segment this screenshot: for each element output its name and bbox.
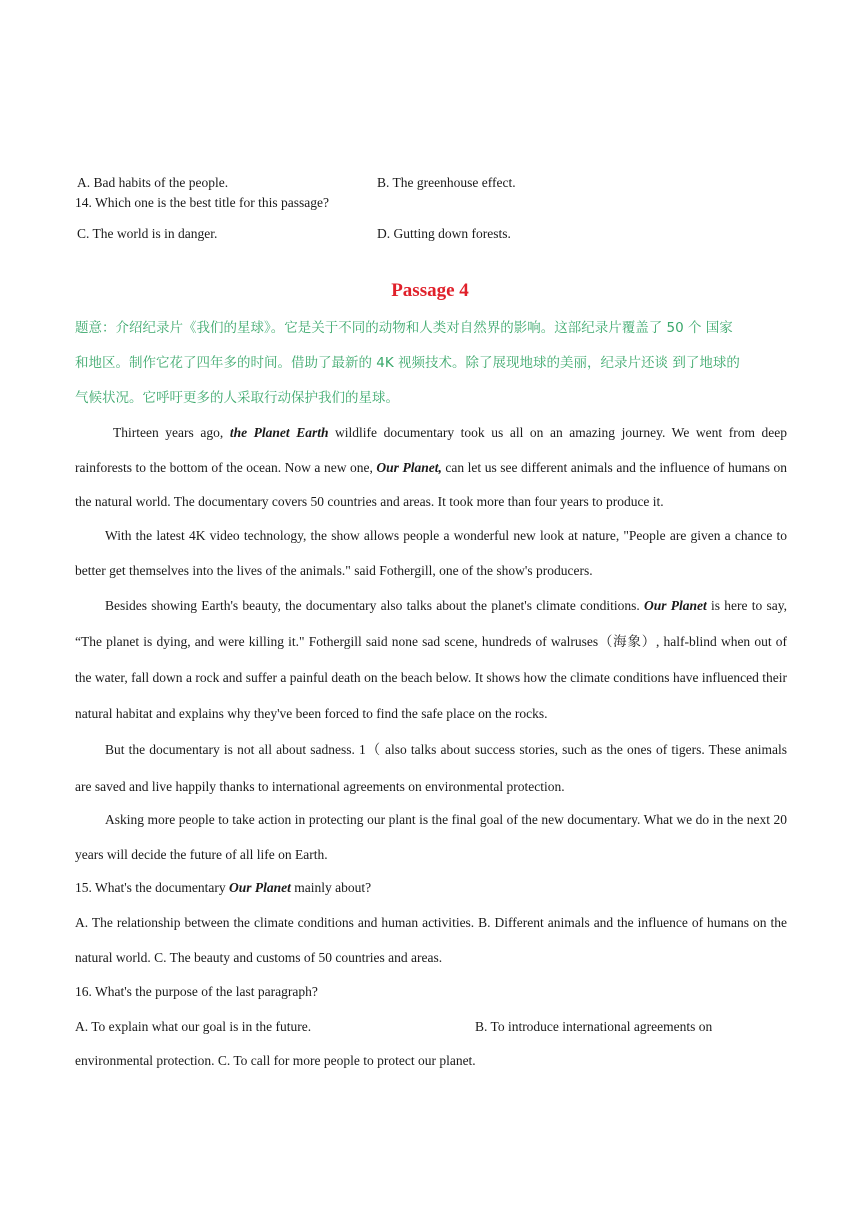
q13-option-c: C. The world is in danger. — [77, 226, 218, 241]
paragraph-2: With the latest 4K video technology, the show allows people a wonderful new look at nature, "People are given a chance to better get themselves into the lives of the animals." said Fothergill, one of the show's producers. — [75, 528, 787, 578]
p1-text-e: can let us see different animals and the influence of humans on the natural world. The documentary covers 50 countries and areas. It took more than four years to produce it. — [75, 459, 788, 509]
q15-text-c: mainly about? — [290, 880, 372, 895]
q13-option-b: B. The greenhouse effect. — [377, 175, 516, 190]
q13-option-a: A. Bad habits of the people. — [77, 175, 229, 190]
p1-text-a: Thirteen years ago, — [113, 425, 230, 440]
q14-question: 14. Which one is the best title for this passage? — [75, 195, 329, 210]
summary-line-3: 气候状况。它呼吁更多的人采取行动保护我们的星球。 — [75, 390, 399, 406]
paragraph-4: But the documentary is not all about sadness. 1（ also talks about success stories, such as the ones of tigers. These animals are saved and live happily thanks to international agreements on environmental protection. — [75, 742, 787, 794]
p1-title-planet-earth: the Planet Earth — [229, 425, 329, 440]
q13-option-d: D. Gutting down forests. — [377, 226, 511, 241]
q16-question: 16. What's the purpose of the last paragraph? — [75, 984, 318, 999]
q16-option-b: B. To introduce international agreements on — [475, 1019, 713, 1034]
p1-title-our-planet: Our Planet, — [376, 459, 442, 475]
paragraph-5: Asking more people to take action in protecting our plant is the final goal of the new documentary. What we do in the next 20 years will decide the future of all life on Earth. — [75, 812, 787, 862]
q16-option-b-continued: environmental protection. C. To call for more people to protect our planet. — [75, 1053, 476, 1068]
summary-line-1: 题意：介绍纪录片《我们的星球》。它是关于不同的动物和人类对自然界的影响。这部纪录片覆盖了 50 个 国家 — [75, 320, 733, 336]
q15-title: Our Planet — [229, 880, 291, 895]
paragraph-1 — [75, 416, 787, 520]
paragraph-3 — [75, 588, 787, 732]
p3-text-a: Besides showing Earth's beauty, the documentary also talks about the planet's climate conditions. — [105, 598, 645, 613]
p3-text-c: is here to say, “The planet is dying, and were killing it." Fothergill said none sad scene, hundreds of walruses（海象）, half-blind when out of the water, fall down a rock and suffer a painful death on the beach below. It shows how the climate conditions have influenced their natural habitat and explains why they've been forced to find the safe place on the rocks. — [75, 598, 787, 721]
q15-options: A. The relationship between the climate conditions and human activities. B. Different animals and the influence of humans on the natural world. C. The beauty and customs of 50 countries and areas. — [75, 915, 787, 965]
p3-title-our-planet: Our Planet — [644, 598, 707, 613]
q15-question — [75, 880, 371, 896]
p1-text-c: wildlife documentary took us all on an amazing journey. We went from deep rainforests to the bottom of the ocean. Now a new one, — [75, 425, 788, 475]
summary-line-2: 和地区。制作它花了四年多的时间。借助了最新的 4K 视频技术。除了展现地球的美丽，纪录片还谈 到了地球的 — [75, 355, 740, 371]
passage-title: Passage 4 — [391, 280, 469, 301]
q15-text-a: 15. What's the documentary — [75, 880, 230, 895]
q16-option-a: A. To explain what our goal is in the future. — [75, 1019, 312, 1034]
